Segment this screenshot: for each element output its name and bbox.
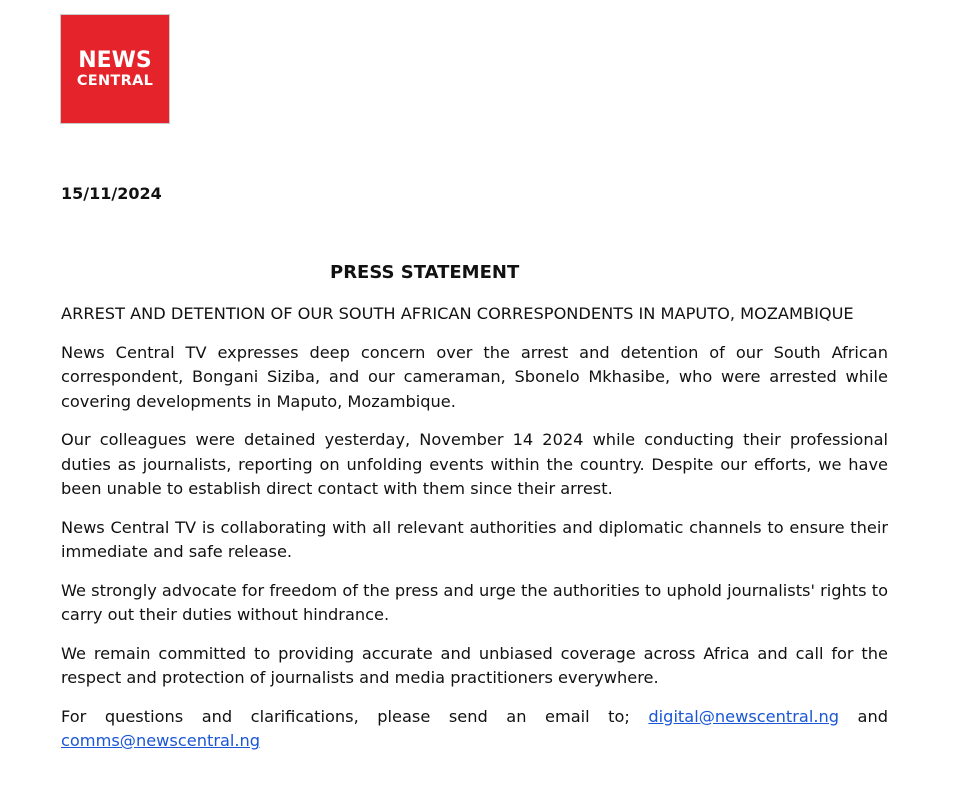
paragraph-concern: News Central TV expresses deep concern over the arrest and detention of our South African correspondent, Bongani Siziba, and our cameraman, Sbonelo Mkhasibe, who were arrested while covering developments in Maputo, Mozambique. [61, 342, 888, 411]
statement-body [61, 302, 888, 768]
statement-headline: ARREST AND DETENTION OF OUR SOUTH AFRICAN CORRESPONDENTS IN MAPUTO, MOZAMBIQUE [61, 304, 854, 323]
paragraph-press-freedom: We strongly advocate for freedom of the press and urge the authorities to uphold journalists' rights to carry out their duties without hindrance. [61, 580, 888, 624]
email-link-digital[interactable]: digital@newscentral.ng [648, 706, 839, 726]
paragraph-detention: Our colleagues were detained yesterday, November 14 2024 while conducting their professional duties as journalists, reporting on unfolding events within the country. Despite our efforts, we have been unable to establish direct contact with them since their arrest. [61, 430, 888, 498]
email-link-comms[interactable]: comms@newscentral.ng [61, 731, 261, 750]
contact-conjunction: and [857, 706, 888, 726]
logo-line-central: CENTRAL [76, 72, 154, 89]
statement-date: 15/11/2024 [61, 184, 162, 203]
news-central-logo [61, 15, 169, 123]
paragraph-commitment: We remain committed to providing accurate and unbiased coverage across Africa and call for the respect and protection of journalists and media practitioners everywhere. [61, 643, 888, 687]
contact-prefix: For questions and clarifications, please send an email to; [61, 706, 630, 726]
page-title: PRESS STATEMENT [330, 262, 520, 283]
paragraph-collaboration: News Central TV is collaborating with all relevant authorities and diplomatic channels to ensure their immediate and safe release. [61, 517, 888, 561]
logo-line-news: NEWS [78, 47, 152, 73]
paragraph-contact [61, 705, 888, 754]
